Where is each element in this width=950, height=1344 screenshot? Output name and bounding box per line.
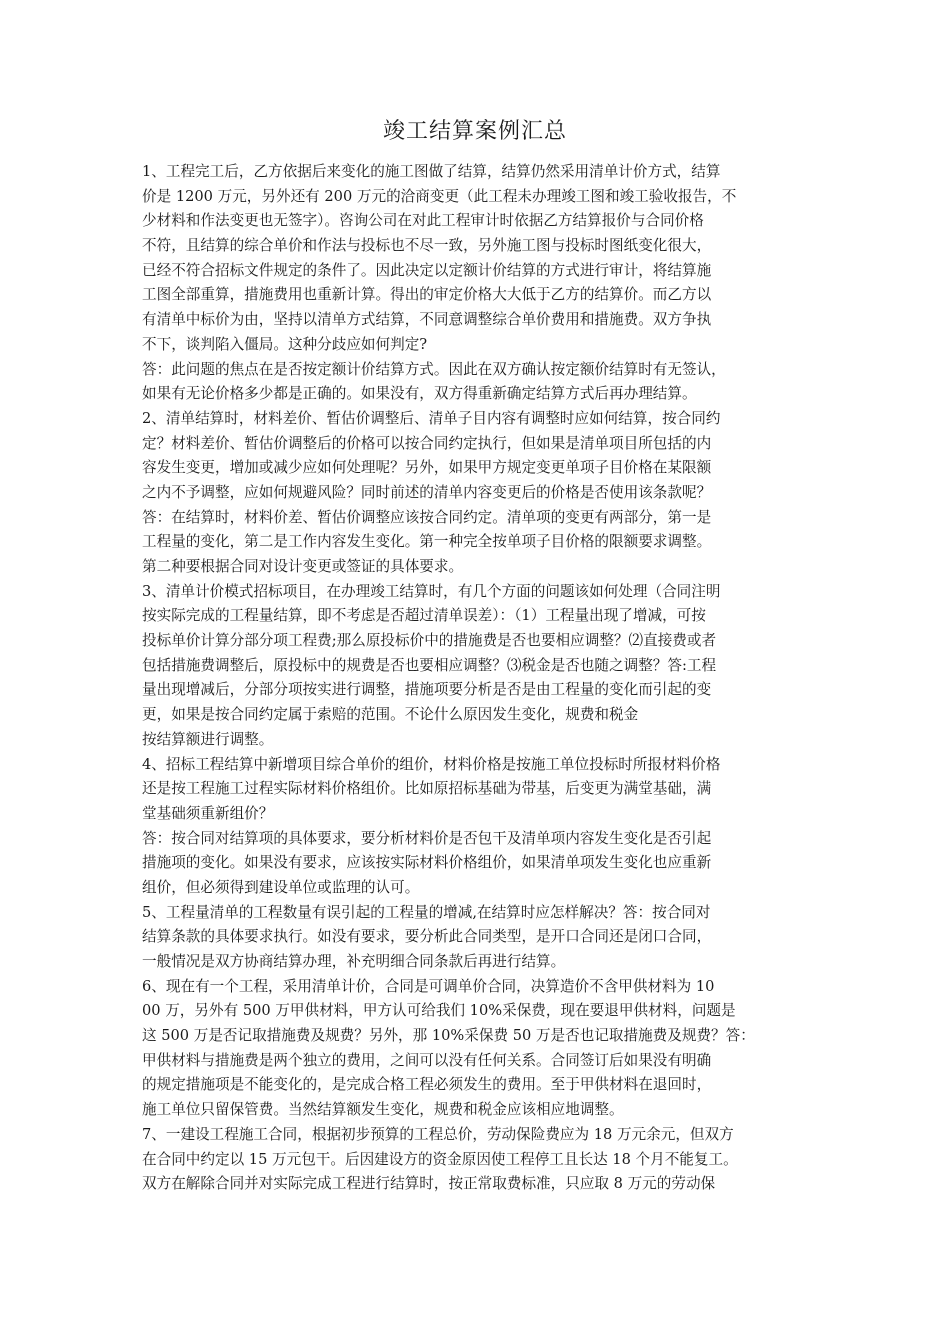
text-line: 1、工程完工后，乙方依据后来变化的施工图做了结算，结算仍然采用清单计价方式，结算	[142, 163, 721, 180]
text-line: 工程量的变化，第二是工作内容发生变化。第一种完全按单项子目价格的限额要求调整。	[142, 533, 712, 551]
document-title: 竣工结算案例汇总	[382, 119, 567, 144]
text-line: 价是 1200 万元，另外还有 200 万元的洽商变更（此工程未办理竣工图和竣工验收报告，不	[142, 187, 737, 205]
text-line: 堂基础须重新组价？	[142, 804, 274, 822]
text-line: 组价，但必须得到建设单位或监理的认可。	[142, 878, 420, 896]
text-line: 之内不予调整，应如何规避风险？同时前述的清单内容变更后的价格是否使用该条款呢？	[142, 483, 712, 501]
text-line: 在合同中约定以 15 万元包干。后因建设方的资金原因使工程停工且长达 18 个月不能复工。	[142, 1150, 738, 1168]
text-line: 少材料和作法变更也无签字）。咨询公司在对此工程审计时依据乙方结算报价与合同价格	[142, 212, 704, 230]
text-line: 4、招标工程结算中新增项目综合单价的组价，材料价格是按施工单位投标时所报材料价格	[142, 755, 721, 773]
text-line: 5、工程量清单的工程数量有误引起的工程量的增减,在结算时应怎样解决？答：按合同对	[142, 903, 711, 921]
text-line: 包括措施费调整后，原投标中的规费是否也要相应调整？⑶税金是否也随之调整？答:工程	[142, 656, 717, 674]
text-line: 不下，谈判陷入僵局。这种分歧应如何判定?	[142, 335, 428, 353]
text-line: 不符，且结算的综合单价和作法与投标也不尽一致，另外施工图与投标时图纸变化很大，	[142, 237, 712, 255]
text-line: 量出现增减后，分部分项按实进行调整，措施项要分析是否是由工程量的变化而引起的变	[142, 681, 712, 699]
text-line: 一般情况是双方协商结算办理，补充明细合同条款后再进行结算。	[142, 953, 566, 970]
text-line: 有清单中标价为由，坚持以清单方式结算，不同意调整综合单价费用和措施费。双方争执	[142, 311, 712, 329]
text-line: 2、清单结算时，材料差价、暂估价调整后、清单子目内容有调整时应如何结算，按合同约	[142, 409, 721, 427]
text-line: 更，如果是按合同约定属于索赔的范围。不论什么原因发生变化，规费和税金	[142, 706, 639, 724]
text-line: 双方在解除合同并对实际完成工程进行结算时，按正常取费标准，只应取 8 万元的劳动保	[142, 1175, 716, 1193]
text-line: 工图全部重算，措施费用也重新计算。得出的审定价格大大低于乙方的结算价。而乙方以	[142, 286, 712, 304]
text-line: 结算条款的具体要求执行。如没有要求，要分析此合同类型，是开口合同还是闭口合同，	[142, 928, 712, 946]
text-line: 已经不符合招标文件规定的条件了。因此决定以定额计价结算的方式进行审计，将结算施	[142, 261, 712, 279]
text-line: 答：此问题的焦点在是否按定额计价结算方式。因此在双方确认按定额价结算时有无签认，	[142, 360, 726, 378]
document-body	[142, 160, 817, 1197]
text-line: 7、一建设工程施工合同，根据初步预算的工程总价，劳动保险费应为 18 万元余元，但双方	[142, 1125, 734, 1143]
text-line: 的规定措施项是不能变化的，是完成合格工程必须发生的费用。至于甲供材料在退回时，	[142, 1076, 712, 1094]
text-line: 还是按工程施工过程实际材料价格组价。比如原招标基础为带基，后变更为满堂基础，满	[142, 780, 712, 798]
text-line: 定？材料差价、暂估价调整后的价格可以按合同约定执行，但如果是清单项目所包括的内	[142, 434, 712, 452]
text-line: 甲供材料与措施费是两个独立的费用，之间可以没有任何关系。合同签订后如果没有明确	[142, 1051, 712, 1069]
text-line: 答：按合同对结算项的具体要求，要分析材料价是否包干及清单项内容发生变化是否引起	[142, 829, 712, 847]
text-line: 答：在结算时，材料价差、暂估价调整应该按合同约定。清单项的变更有两部分，第一是	[142, 508, 712, 526]
text-line: 第二种要根据合同对设计变更或签证的具体要求。	[142, 558, 464, 575]
text-line: 施工单位只留保管费。当然结算额发生变化，规费和税金应该相应地调整。	[142, 1101, 624, 1119]
text-line: 00 万，另外有 500 万甲供材料，甲方认可给我们 10%采保费，现在要退甲供材料，问题是	[142, 1002, 736, 1020]
text-line: 投标单价计算分部分项工程费;那么原投标价中的措施费是否也要相应调整？⑵直接费或者	[142, 632, 717, 650]
text-line: 6、现在有一个工程，采用清单计价，合同是可调单价合同，决算造价不含甲供材料为 10	[142, 977, 715, 995]
text-line: 按结算额进行调整。	[142, 730, 274, 748]
text-line: 容发生变更，增加或减少应如何处理呢？另外，如果甲方规定变更单项子目价格在某限额	[142, 459, 712, 477]
text-line: 3、清单计价模式招标项目，在办理竣工结算时，有几个方面的问题该如何处理（合同注明	[142, 582, 721, 600]
text-line: 如果有无论价格多少都是正确的。如果没有，双方得重新确定结算方式后再办理结算。	[142, 385, 697, 403]
text-line: 按实际完成的工程量结算，即不考虑是否超过清单误差）：（1）工程量出现了增减，可按	[142, 607, 706, 625]
text-line: 措施项的变化。如果没有要求，应该按实际材料价格组价，如果清单项发生变化也应重新	[142, 854, 712, 872]
text-line: 这 500 万是否记取措施费及规费？另外，那 10%采保费 50 万是否也记取措施费及规费？答：	[142, 1027, 755, 1045]
